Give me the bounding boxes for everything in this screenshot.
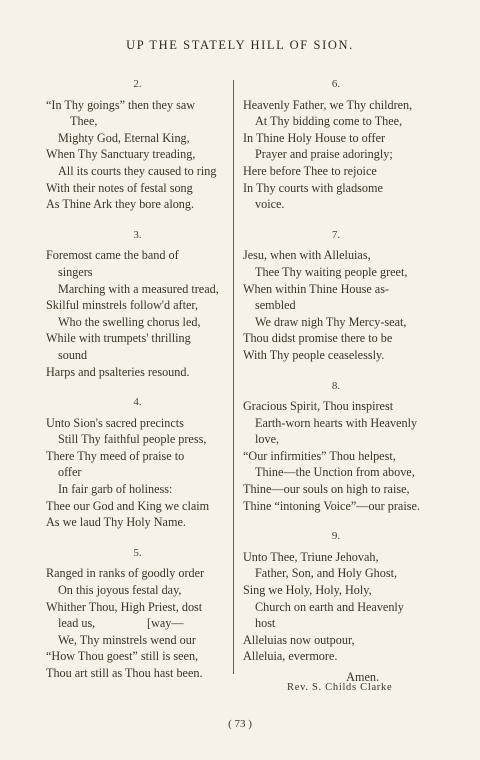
verse-line: Unto Sion's sacred precincts <box>46 415 184 430</box>
verse-line: sound <box>58 347 88 362</box>
verse-line: We draw nigh Thy Mercy-seat, <box>255 314 407 329</box>
verse-line: We, Thy minstrels wend our <box>58 632 196 647</box>
amen: Amen. <box>346 670 379 684</box>
verse-line: Thine—the Unction from above, <box>255 465 415 480</box>
verse-line: Sing we Holy, Holy, Holy, <box>243 583 372 598</box>
verse-line: All its courts they caused to ring <box>58 163 217 178</box>
column-divider <box>233 80 234 674</box>
verse-line: Skilful minstrels follow'd after, <box>46 298 198 313</box>
verse-line: Unto Thee, Triune Jehovah, <box>243 549 379 564</box>
verse-line: Church on earth and Heavenly <box>255 599 404 614</box>
verse-line: Foremost came the band of <box>46 248 179 263</box>
stanza-2 <box>46 76 229 213</box>
verse-line: Thee our God and King we claim <box>46 498 210 513</box>
verse-line: Thee Thy waiting people greet, <box>255 264 408 279</box>
verse-line: With their notes of festal song <box>46 180 193 195</box>
page-number: ( 73 ) <box>228 718 252 730</box>
stanza-6 <box>243 76 429 213</box>
verse-line: Marching with a measured tread, <box>58 281 219 296</box>
stanza-9 <box>243 528 429 665</box>
verse-line: Thee, <box>70 114 98 129</box>
verse-line: Here before Thee to rejoice <box>243 163 377 178</box>
verse-line: In fair garb of holiness: <box>58 482 173 497</box>
verse-line: Heavenly Father, we Thy children, <box>243 97 413 112</box>
stanza-4 <box>46 394 229 531</box>
verse-line: As we laud Thy Holy Name. <box>46 515 186 530</box>
verse-line: Who the swelling chorus led, <box>58 314 201 329</box>
verse-line: Harps and psalteries resound. <box>46 364 190 379</box>
verse-line: When within Thine House as- <box>243 281 389 296</box>
stanza-number: 8. <box>331 379 341 392</box>
verse-line: Ranged in ranks of goodly order <box>46 566 205 581</box>
verse-line: Prayer and praise adoringly; <box>255 147 393 162</box>
verse-line: Mighty God, Eternal King, <box>58 130 190 145</box>
verse-line: Alleluia, evermore. <box>243 649 338 664</box>
stanza-number: 6. <box>331 78 341 90</box>
verse-line: While with trumpets' thrilling <box>46 331 191 346</box>
verse-line: There Thy meed of praise to <box>46 448 185 463</box>
verse-line: Thine—our souls on high to raise, <box>243 482 410 497</box>
stanza-8 <box>243 378 429 515</box>
verse-line: love, <box>255 432 280 447</box>
verse-line: In Thine Holy House to offer <box>243 130 386 145</box>
stanza-number: 7. <box>331 228 341 241</box>
verse-line: Still Thy faithful people press, <box>58 432 207 447</box>
verse-line: voice. <box>255 197 285 212</box>
verse-line: Thou didst promise there to be <box>243 331 393 346</box>
verse-line: Gracious Spirit, Thou inspirest <box>243 399 394 414</box>
left-column <box>46 76 229 696</box>
verse-line: Thine “intoning Voice”—our praise. <box>243 498 420 513</box>
stanza-5 <box>46 545 229 682</box>
verse-line: “How Thou goest” still is seen, <box>46 649 199 664</box>
verse-line: Jesu, when with Alleluias, <box>243 248 371 263</box>
stanza-number: 9. <box>331 530 341 543</box>
stanza-3 <box>46 227 229 380</box>
right-column <box>243 76 429 686</box>
stanza-number: 2. <box>133 78 142 90</box>
verse-line: At Thy bidding come to Thee, <box>255 114 403 129</box>
verse-line: “In Thy goings” then they saw <box>46 97 196 112</box>
verse-line: In Thy courts with gladsome <box>243 180 383 195</box>
verse-line: As Thine Ark they bore along. <box>46 197 195 212</box>
verse-line: Earth-worn hearts with Heavenly <box>255 415 418 430</box>
verse-line: lead us, [way— <box>58 616 184 631</box>
verse-line: offer <box>58 465 82 480</box>
stanza-number: 5. <box>133 546 142 559</box>
verse-line: With Thy people ceaselessly. <box>243 347 385 362</box>
verse-line: Alleluias now outpour, <box>243 632 355 647</box>
verse-line: Father, Son, and Holy Ghost, <box>255 566 398 581</box>
verse-line: host <box>255 616 276 631</box>
page-title: UP THE STATELY HILL OF SION. <box>126 38 354 52</box>
author-attribution: Rev. S. Childs Clarke <box>287 682 393 693</box>
stanza-number: 4. <box>133 396 142 409</box>
verse-line: Whither Thou, High Priest, dost <box>46 599 203 614</box>
verse-line: singers <box>58 264 93 279</box>
stanza-7 <box>243 227 429 364</box>
verse-line: When Thy Sanctuary treading, <box>46 147 196 162</box>
verse-line: Thou art still as Thou hast been. <box>46 666 203 680</box>
verse-line: sembled <box>255 298 296 313</box>
verse-line: On this joyous festal day, <box>58 583 182 598</box>
stanza-number: 3. <box>133 228 142 241</box>
verse-line: “Our infirmities” Thou helpest, <box>243 448 396 463</box>
